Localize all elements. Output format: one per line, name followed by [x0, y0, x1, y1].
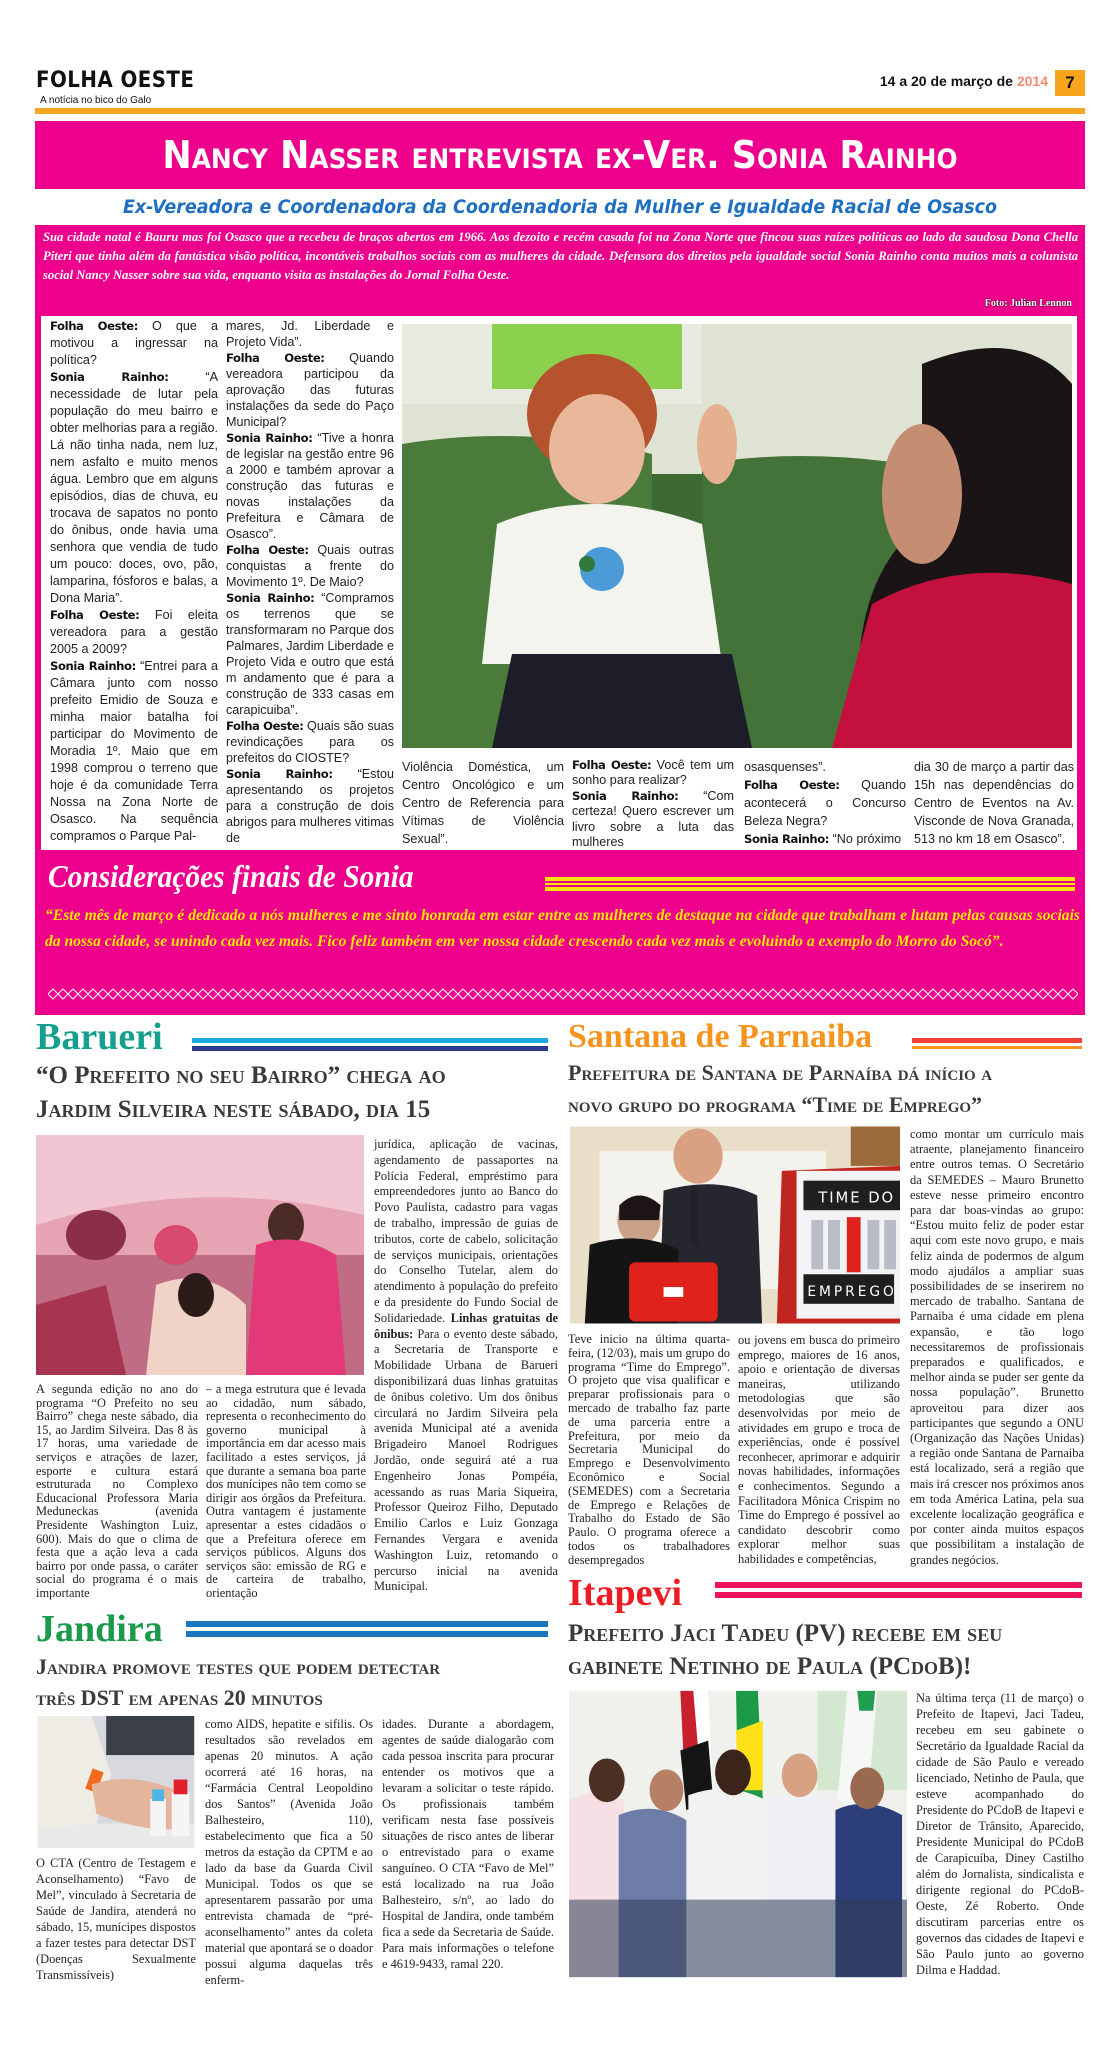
interview-column-2 — [226, 318, 394, 848]
barueri-column-3-text-a: jurídica, aplicação de vacinas, agendamento de passaportes na Polícia Federal, empréstimo para empreendedores junto ao Banco do Povo Paulista, cadastro para vagas de trabalho, impressão de guias de tributos, corte de cabelo, solicitação de serviços municipais, orientações do Conselho Tutelar, alem do atendimento à população do prefeito e da presidente do Fundo Social de Solidariedade. — [374, 1137, 558, 1325]
decorative-zigzag-border — [48, 988, 1078, 1000]
section-label-barueri: Barueri — [36, 1016, 163, 1058]
section-label-itapevi: Itapevi — [568, 1572, 682, 1614]
interview-text: Quais outras conquistas a frente do Movimento 1º. De Maio? — [226, 543, 394, 589]
barueri-headline-line-2: Jardim Silveira neste sábado, dia 15 — [36, 1096, 431, 1123]
interview-paragraph — [226, 318, 394, 350]
interview-speaker: Folha Oeste: — [50, 319, 138, 333]
jandira-photo — [36, 1716, 196, 1848]
closing-rule — [545, 877, 1075, 891]
interview-speaker: Sonia Rainho: — [50, 659, 136, 673]
jandira-column-3: idades. Durante a abordagem, agentes de saúde dialogarão com cada pessoa inscrita para procurar entender os motivos que a levaram a solicitar o teste rápido. Os profissionais também verificam nesta fase possíveis situações de risco antes de liberar o entrevistado para o exame sanguíneo. O CTA “Favo de Mel” está localizado na rua João Balhesteiro, s/nº, ao lado do Hospital de Jandira, onde também fica a sede da Secretaria de Saúde. Para mais informações o telefone e 4619-9433, ramal 220. — [382, 1717, 554, 1971]
interview-text: “A necessidade de lutar pela população do meu bairro e obter melhorias para a região. Lá não tinha nada, nem luz, nem asfalto e muito menos água. Lembro que em alguns episódios, dias de chuva, eu trocava de sapatos no ponto do ônibus, onde havia uma senhora que vendia de tudo um pouco: doces, ovo, pão, lamparina, fósforos e balas, a Dona Maria”. — [50, 370, 219, 605]
closing-title: Considerações finais de Sonia — [48, 858, 414, 894]
section-rule-santana — [912, 1038, 1082, 1050]
section-rule-barueri — [192, 1038, 548, 1052]
interview-text: “Compramos os terrenos que se transformaram no Parque dos Palmares, Jardim Liberdade e Projeto Vida e outro que está m andamento que é para a construção de 333 casas em carapicuiba”. — [226, 591, 394, 717]
jandira-column-1: O CTA (Centro de Testagem e Aconselhamento) “Favo de Mel”, vinculado à Secretaria de Saúde de Jandira, atenderá no sábado, 15, munícipes dispostos a fazer testes para detectar DST (Doenças Sexualmente Transmissíveis) — [36, 1856, 196, 1982]
interview-paragraph — [572, 789, 734, 851]
barueri-column-3-subhead: Linhas gratuitas de ônibus: — [374, 1310, 558, 1341]
itapevi-headline-line-2: gabinete Netinho de Paula (PCdoB)! — [568, 1653, 972, 1680]
feature-intro: Sua cidade natal é Bauru mas foi Osasco que a recebeu de braços abertos em 1966. Aos dezoito e recém casada foi na Zona Norte que fincou suas raízes políticas ao lado da saudosa Dona Chella Piteri que tinha além da fantástica visão política, incontáveis trabalhos sociais com as mulheres da cidade. Defensora dos direitos pela igualdade social Sonia Rainho conta muitos mais a colunista social Nancy Nasser sobre sua vida, enquanto visita as instalações do Jornal Folha Oeste. — [43, 230, 1078, 282]
santana-column-3: como montar um currículo mais atraente, planejamento financeiro entre outros temas. O Secretário da SEMEDES – Mauro Brunetto esteve nesse primeiro encontro para dar boas-vindas ao grupo: “Estou muito feliz de poder estar aqui com este novo grupo, e mais feliz ainda de podermos de algum modo ajudálos a ampliar suas possibilidades de se inserirem no mercado de trabalho. Santana de Parnaiba é uma cidade em plena expansão, e tão logo necessitaremos de profissionais preparados e qualificados, e melhor ainda se puder ser gente da nossa população”. Brunetto aproveitou para dizer aos participantes que segundo a ONU (Organização das Nações Unidas) a região onde Santana de Parnaiba está localizado, será a região que mais irá crescer nos próximos anos em toda América Latina, pela sua excelente localização geográfica e por conter ainda muitos espaços que possibilitam a instalação de grandes negócios. — [910, 1127, 1084, 1567]
section-rule-jandira — [186, 1621, 548, 1637]
interview-text: Quando vereadora participou da aprovação das futuras instalações da sede do Paço Municipal? — [226, 351, 394, 429]
santana-column-2: ou jovens em busca do primeiro emprego, maiores de 16 anos, apoio e orientação de diversas maneiras, utilizando metodologias que são desenvolvidas por meio de atividades em grupo e troca de experiências, onde é possível reconhecer, aprimorar e adquirir novas habilidades, informações e conhecimentos. Segundo a Facilitadora Mônica Crispim no Time do Emprego é possível ao candidato descobrir como explorar melhor suas habilidades e competências, — [738, 1333, 900, 1566]
interview-text: osasquenses”. — [744, 760, 826, 774]
interview-text: “Estou apresentando os projetos para a construção de dois abrigos para mulheres vitimas de — [226, 767, 394, 845]
barueri-headline-line-1: “O Prefeito no seu Bairro” chega ao — [36, 1062, 446, 1089]
masthead-rule — [35, 108, 1085, 114]
interview-speaker: Sonia Rainho: — [50, 370, 169, 384]
section-label-santana: Santana de Parnaiba — [568, 1018, 873, 1055]
interview-speaker: Folha Oeste: — [226, 543, 309, 557]
jandira-headline-line-1: Jandira promove testes que podem detectar — [36, 1654, 441, 1679]
santana-column-1: Teve inicio na última quarta-feira, (12/03), mais um grupo do programa “Time do Emprego”. O projeto que visa qualificar e preparar profissionais para o mercado de trabalho faz parte de uma parceria entre a Prefeitura, por meio da Secretaria Municipal do Emprego e Desenvolvimento Econômico e Social (SEMEDES) com a Secretaria de Emprego e Relações de Trabalho do Estado de São Paulo. O programa oferece a todos os trabalhadores desempregados — [568, 1332, 730, 1567]
feature-subheadline: Ex-Vereadora e Coordenadora da Coordenadoria da Mulher e Igualdade Racial de Osasco — [122, 196, 998, 218]
interview-text: dia 30 de março a partir das 15h nas dependências do Centro de Eventos na Av. Visconde de Nova Granada, 513 no km 18 em Osasco”. — [914, 760, 1074, 846]
sign-time-do: TIME DO — [818, 1189, 896, 1207]
interview-speaker: Sonia Rainho: — [744, 832, 830, 846]
closing-quote: “Este mês de março é dedicado a nós mulheres e me sinto honrada em estar entre as mulheres de destaque na cidade que trabalham e lutam pelas causas sociais da nossa cidade, se unindo cada vez mais. Fico feliz também em ver nossa cidade crescendo cada vez mais e evoluindo a exemplo do Morro do Socó”. — [45, 907, 1080, 950]
barueri-column-2: – a mega estrutura que é levada ao cidadão, num sábado, representa o reconhecimento do governo municipal à importância em dar acesso mais facilitado a estes serviços, já que durante a semana boa parte dos munícipes não tem como se dirigir aos órgãos da Prefeitura. Outra vantagem é justamente apresentar a estes cidadãos o que a Prefeitura oferece em serviços públicos. Alguns dos serviços são: emissão de RG e de carteira de trabalho, orientação — [206, 1382, 366, 1600]
interview-paragraph — [226, 542, 394, 590]
issue-date — [880, 73, 1048, 89]
interview-speaker: Folha Oeste: — [572, 758, 652, 772]
interview-paragraph — [402, 758, 564, 848]
interview-text: “Tive a honra de legislar na gestão entre 96 a 2000 e também aprovar a construção das futuras e novas instalações da Prefeitura e Câmara de Osasco”. — [226, 431, 394, 541]
interview-text: Violência Doméstica, um Centro Oncológico e um Centro de Referencia para Vítimas de Violência Sexual”. — [402, 760, 564, 846]
interview-speaker: Sonia Rainho: — [226, 767, 333, 781]
feature-headline-band — [35, 121, 1085, 189]
santana-headline-line-1: Prefeitura de Santana de Parnaíba dá início a — [568, 1060, 993, 1085]
interview-speaker: Sonia Rainho: — [226, 431, 313, 445]
interview-text: “No próximo — [829, 832, 902, 846]
interview-paragraph — [226, 718, 394, 766]
interview-paragraph — [50, 607, 218, 658]
interview-column-4 — [572, 758, 734, 848]
interview-paragraph — [50, 658, 218, 845]
barueri-column-1: A segunda edição no ano do programa “O Prefeito no seu Bairro” chega neste sábado, dia 15, ao Jardim Silveira. Das 8 às 17 horas, uma variedade de serviços e atrações de lazer, esporte e cultura estará estruturada no Complexo Educacional Professora Maria Meduneckas (avenida Presidente Washington Luiz, 600). Mais do que o clima de festa que a ação leva a cada bairro por onde passa, o caráter social do programa é o mais importante — [36, 1382, 198, 1600]
interview-paragraph — [226, 350, 394, 430]
interview-paragraph — [744, 776, 906, 830]
barueri-column-3 — [374, 1137, 558, 1595]
section-label-jandira: Jandira — [36, 1608, 163, 1650]
interview-text: Você tem um sonho para realizar? — [572, 758, 734, 788]
barueri-photo — [36, 1135, 364, 1375]
page-number-badge: 7 — [1055, 70, 1085, 96]
interview-paragraph — [50, 318, 218, 369]
interview-paragraph — [572, 758, 734, 789]
interview-speaker: Folha Oeste: — [744, 778, 840, 792]
interview-text: O que a motivou a ingressar na política? — [50, 319, 218, 367]
interview-text: “Entrei para a Câmara junto com nosso prefeito Emidio de Souza e minha maior batalha foi participar do Movimento de Moradia 1º. Maio que em 1998 comprou o terreno que hoje é da comunidade Terra Nossa na Zona Norte de Osasco. Na sequência compramos o Parque Pal- — [50, 659, 218, 843]
interview-column-5 — [744, 758, 906, 848]
interview-speaker: Folha Oeste: — [226, 719, 304, 733]
photo-credit: Foto: Julian Lennon — [981, 298, 1072, 310]
feature-headline: Nancy Nasser entrevista ex-Ver. Sonia Rainho — [162, 133, 958, 177]
interview-text: Quando acontecerá o Concurso Beleza Negra? — [744, 778, 906, 828]
interview-photo — [402, 324, 1072, 748]
interview-text: Quais são suas revindicações para os prefeitos do CIOSTE? — [226, 719, 394, 765]
newspaper-tagline: A notícia no bico do Galo — [40, 95, 152, 106]
interview-speaker: Sonia Rainho: — [572, 788, 679, 803]
barueri-column-3-text-b: Para o evento deste sábado, a Secretaria de Transporte e Mobilidade Urbana de Barueri disponibilizará duas linhas gratuitas de ônibus coletivo. Um dos ônibus circulará no Jardim Silveira pela avenida Municipal até a avenida Brigadeiro Manoel Rodrigues Jordão, onde seguirá até a rua Engenheiro Jonas Pompéia, acessando as ruas Maria Siqueira, Professor Queiroz Filho, Deputado Emilio Carlos e Luiz Gonzaga Fernandes Vergara e avenida Washington Luiz, retomando o percurso inicial na avenida Municipal. — [374, 1326, 558, 1594]
interview-paragraph — [50, 369, 218, 607]
itapevi-column-1: Na última terça (11 de março) o Prefeito de Itapevi, Jaci Tadeu, recebeu em seu gabinete o Secretário da Igualdade Racial da cidade de São Paulo e vereado licenciado, Netinho de Paula, que esteve acompanhado do Presidente do PCdoB de Itapevi e Diretor de Trânsito, Aparecido, Presidente Municipal do PCdoB de Carapicuíba, Diney Castilho além do Jornalista, sindicalista e dirigente regional do PCdoB-Oeste, Zé Roberto. Onde discutiram parcerias entre os governos das cidades de Itapevi e São Paulo junto ao governo Dilma e Haddad. — [916, 1691, 1084, 1977]
interview-column-3 — [402, 758, 564, 848]
section-rule-itapevi — [715, 1582, 1082, 1598]
interview-paragraph — [914, 758, 1074, 848]
interview-paragraph — [226, 766, 394, 846]
interview-speaker: Folha Oeste: — [226, 351, 325, 365]
issue-date-prefix: 14 a 20 de março de — [879, 73, 1017, 89]
interview-paragraph — [226, 590, 394, 718]
interview-speaker: Sonia Rainho: — [226, 591, 315, 605]
interview-column-1 — [50, 318, 218, 848]
interview-speaker: Folha Oeste: — [50, 608, 140, 622]
issue-year: 2014 — [1016, 73, 1048, 89]
jandira-column-2: como AIDS, hepatite e sifilis. Os resultados são revelados em apenas 20 minutos. A ação ocorrerá até 16 horas, na “Farmácia Central Leopoldino dos Santos” (Avenida João Balhesteiro, 110), estabelecimento que fica a 50 metros da estação da CPTM e ao lado da base da Guarda Civil Municipal. Todos os que se apresentarem passarão por uma entrevista chamada de “pré-aconselhamento” antes da coleta material que apontará se o doador possui alguma daquelas três enferm- — [205, 1717, 373, 1987]
interview-paragraph — [226, 430, 394, 542]
interview-column-6 — [914, 758, 1074, 848]
interview-paragraph — [744, 758, 906, 776]
newspaper-logo: FOLHA OESTE — [36, 68, 195, 93]
interview-text: Foi eleita vereadora para a gestão 2005 a 2009? — [50, 608, 218, 656]
sign-emprego: EMPREGO — [807, 1283, 897, 1300]
itapevi-photo — [569, 1690, 907, 1978]
interview-text: “Com certeza! Quero escrever um livro sobre a luta das mulheres — [572, 788, 734, 850]
santana-headline-line-2: novo grupo do programa “Time de Emprego” — [568, 1092, 983, 1117]
interview-text: mares, Jd. Liberdade e Projeto Vida”. — [226, 319, 394, 349]
interview-paragraph — [744, 830, 906, 848]
jandira-headline-line-2: três DST em apenas 20 minutos — [36, 1685, 323, 1710]
santana-photo — [570, 1125, 900, 1325]
itapevi-headline-line-1: Prefeito Jaci Tadeu (PV) recebe em seu — [568, 1620, 1003, 1647]
